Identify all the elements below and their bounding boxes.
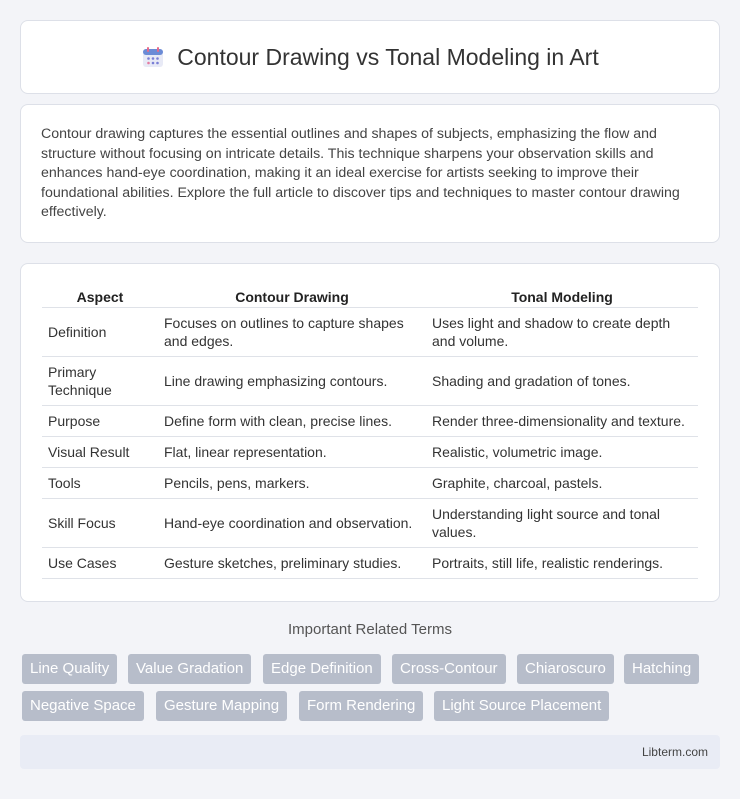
tag-cross-contour[interactable]: Cross-Contour [392, 654, 506, 684]
comparison-table [42, 286, 698, 579]
row-contour: Flat, linear representation. [158, 437, 426, 468]
related-terms-title: Important Related Terms [288, 621, 452, 638]
row-aspect: Definition [42, 308, 158, 357]
tag-light-source-placement[interactable]: Light Source Placement [434, 691, 609, 721]
tag-form-rendering[interactable]: Form Rendering [299, 691, 423, 721]
row-tonal: Shading and gradation of tones. [426, 357, 698, 406]
footer [20, 735, 720, 769]
calendar-icon [141, 45, 165, 69]
row-tonal: Realistic, volumetric image. [426, 437, 698, 468]
table-row [42, 308, 698, 357]
tag-value-gradation[interactable]: Value Gradation [128, 654, 251, 684]
tag-gesture-mapping[interactable]: Gesture Mapping [156, 691, 287, 721]
row-tonal: Understanding light source and tonal values. [426, 499, 698, 548]
row-aspect: Purpose [42, 406, 158, 437]
table-row [42, 548, 698, 579]
column-header-aspect: Aspect [42, 286, 158, 308]
row-contour: Pencils, pens, markers. [158, 468, 426, 499]
row-aspect: Visual Result [42, 437, 158, 468]
row-aspect: Use Cases [42, 548, 158, 579]
row-contour: Define form with clean, precise lines. [158, 406, 426, 437]
column-header-tonal: Tonal Modeling [426, 286, 698, 308]
row-tonal: Graphite, charcoal, pastels. [426, 468, 698, 499]
tag-negative-space[interactable]: Negative Space [22, 691, 144, 721]
row-tonal: Uses light and shadow to create depth and volume. [426, 308, 698, 357]
footer-brand[interactable]: Libterm.com [641, 745, 708, 759]
table-row [42, 437, 698, 468]
tag-line-quality[interactable]: Line Quality [22, 654, 117, 684]
page-title: Contour Drawing vs Tonal Modeling in Art [177, 43, 599, 70]
row-tonal: Render three-dimensionality and texture. [426, 406, 698, 437]
row-aspect: Skill Focus [42, 499, 158, 548]
row-tonal: Portraits, still life, realistic renderings. [426, 548, 698, 579]
column-header-contour: Contour Drawing [158, 286, 426, 308]
tag-chiaroscuro[interactable]: Chiaroscuro [517, 654, 614, 684]
row-contour: Gesture sketches, preliminary studies. [158, 548, 426, 579]
row-contour: Line drawing emphasizing contours. [158, 357, 426, 406]
tag-edge-definition[interactable]: Edge Definition [263, 654, 381, 684]
intro-text: Contour drawing captures the essential outlines and shapes of subjects, emphasizing the flow and structure without focusing on intricate details. This technique sharpens your observation skills and enhances hand-eye coordination, making it an ideal exercise for artists seeking to improve their foundational abilities. Explore the full article to discover tips and techniques to master contour drawing effectively. [41, 126, 680, 220]
title-card [20, 20, 720, 94]
intro-card [20, 104, 720, 243]
table-row [42, 406, 698, 437]
comparison-card [20, 263, 720, 602]
row-contour: Focuses on outlines to capture shapes and edges. [158, 308, 426, 357]
row-contour: Hand-eye coordination and observation. [158, 499, 426, 548]
table-row [42, 468, 698, 499]
row-aspect: Primary Technique [42, 357, 158, 406]
row-aspect: Tools [42, 468, 158, 499]
table-row [42, 499, 698, 548]
tag-hatching[interactable]: Hatching [624, 654, 699, 684]
table-row [42, 357, 698, 406]
